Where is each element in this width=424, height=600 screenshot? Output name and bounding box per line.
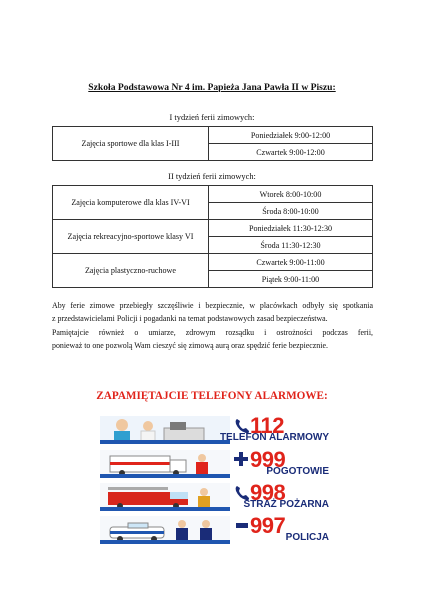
doctor-illustration <box>100 416 230 444</box>
emergency-label: POGOTOWIE <box>266 466 329 477</box>
table-row <box>53 186 373 203</box>
time-cell: Piątek 9:00-11:00 <box>209 271 373 288</box>
paragraph-line: ponieważ to one pozwolą Wam cieszyć się zimową aurą oraz spędzić ferie bezpiecznie. <box>52 341 328 351</box>
time-cell: Środa 8:00-10:00 <box>209 203 373 220</box>
week2-heading: II tydzień ferii zimowych: <box>168 172 256 181</box>
emergency-label: POLICJA <box>285 532 329 543</box>
emergency-number: 997 <box>250 513 286 538</box>
minus-icon <box>236 523 248 528</box>
emergency-label: TELEFON ALARMOWY <box>219 432 329 443</box>
fire-truck-illustration <box>100 483 230 511</box>
week1-table <box>52 126 373 161</box>
emergency-number: 998 <box>250 480 286 505</box>
alarm-heading: ZAPAMIĘTAJCIE TELEFONY ALARMOWE: <box>96 390 328 402</box>
time-cell: Środa 11:30-12:30 <box>209 237 373 254</box>
table-row <box>53 220 373 237</box>
time-cell: Poniedziałek 9:00-12:00 <box>209 127 373 144</box>
paragraph-line: Aby ferie zimowe przebiegły szczęśliwie i bezpiecznie, w placówkach odbyły się spotkania <box>52 301 373 310</box>
activity-cell: Zajęcia rekreacyjno-sportowe klasy VI <box>53 220 209 254</box>
ambulance-illustration <box>100 450 230 478</box>
time-cell: Czwartek 9:00-12:00 <box>209 144 373 161</box>
week2-table <box>52 185 373 288</box>
emergency-label: STRAŻ POŻARNA <box>243 499 329 510</box>
time-cell: Poniedziałek 11:30-12:30 <box>209 220 373 237</box>
time-cell: Wtorek 8:00-10:00 <box>209 186 373 203</box>
paragraph-line: z przedstawicielami Policji i pogadanki na temat podstawowych zasad bezpieczeństwa. <box>52 314 328 324</box>
plus-icon <box>234 452 248 466</box>
alarm-banner-997 <box>100 513 329 544</box>
safety-paragraph <box>52 299 373 353</box>
paragraph-line: Pamiętajcie również o umiarze, zdrowym rozsądku i ostrożności podczas ferii, <box>52 327 373 337</box>
alarm-banner-999 <box>100 447 329 478</box>
week1-heading: I tydzień ferii zimowych: <box>169 113 255 122</box>
time-cell: Czwartek 9:00-11:00 <box>209 254 373 271</box>
activity-cell: Zajęcia sportowe dla klas I-III <box>53 127 209 161</box>
emergency-number: 999 <box>250 447 286 472</box>
emergency-number: 112 <box>250 413 284 438</box>
table-row <box>53 127 373 144</box>
page-title: Szkoła Podstawowa Nr 4 im. Papieża Jana Pawła II w Piszu: <box>88 82 336 93</box>
alarm-banner-112 <box>100 413 329 444</box>
activity-cell: Zajęcia komputerowe dla klas IV-VI <box>53 186 209 220</box>
police-illustration <box>100 516 230 544</box>
activity-cell: Zajęcia plastyczno-ruchowe <box>53 254 209 288</box>
alarm-banner-998 <box>100 480 329 511</box>
table-row <box>53 254 373 271</box>
